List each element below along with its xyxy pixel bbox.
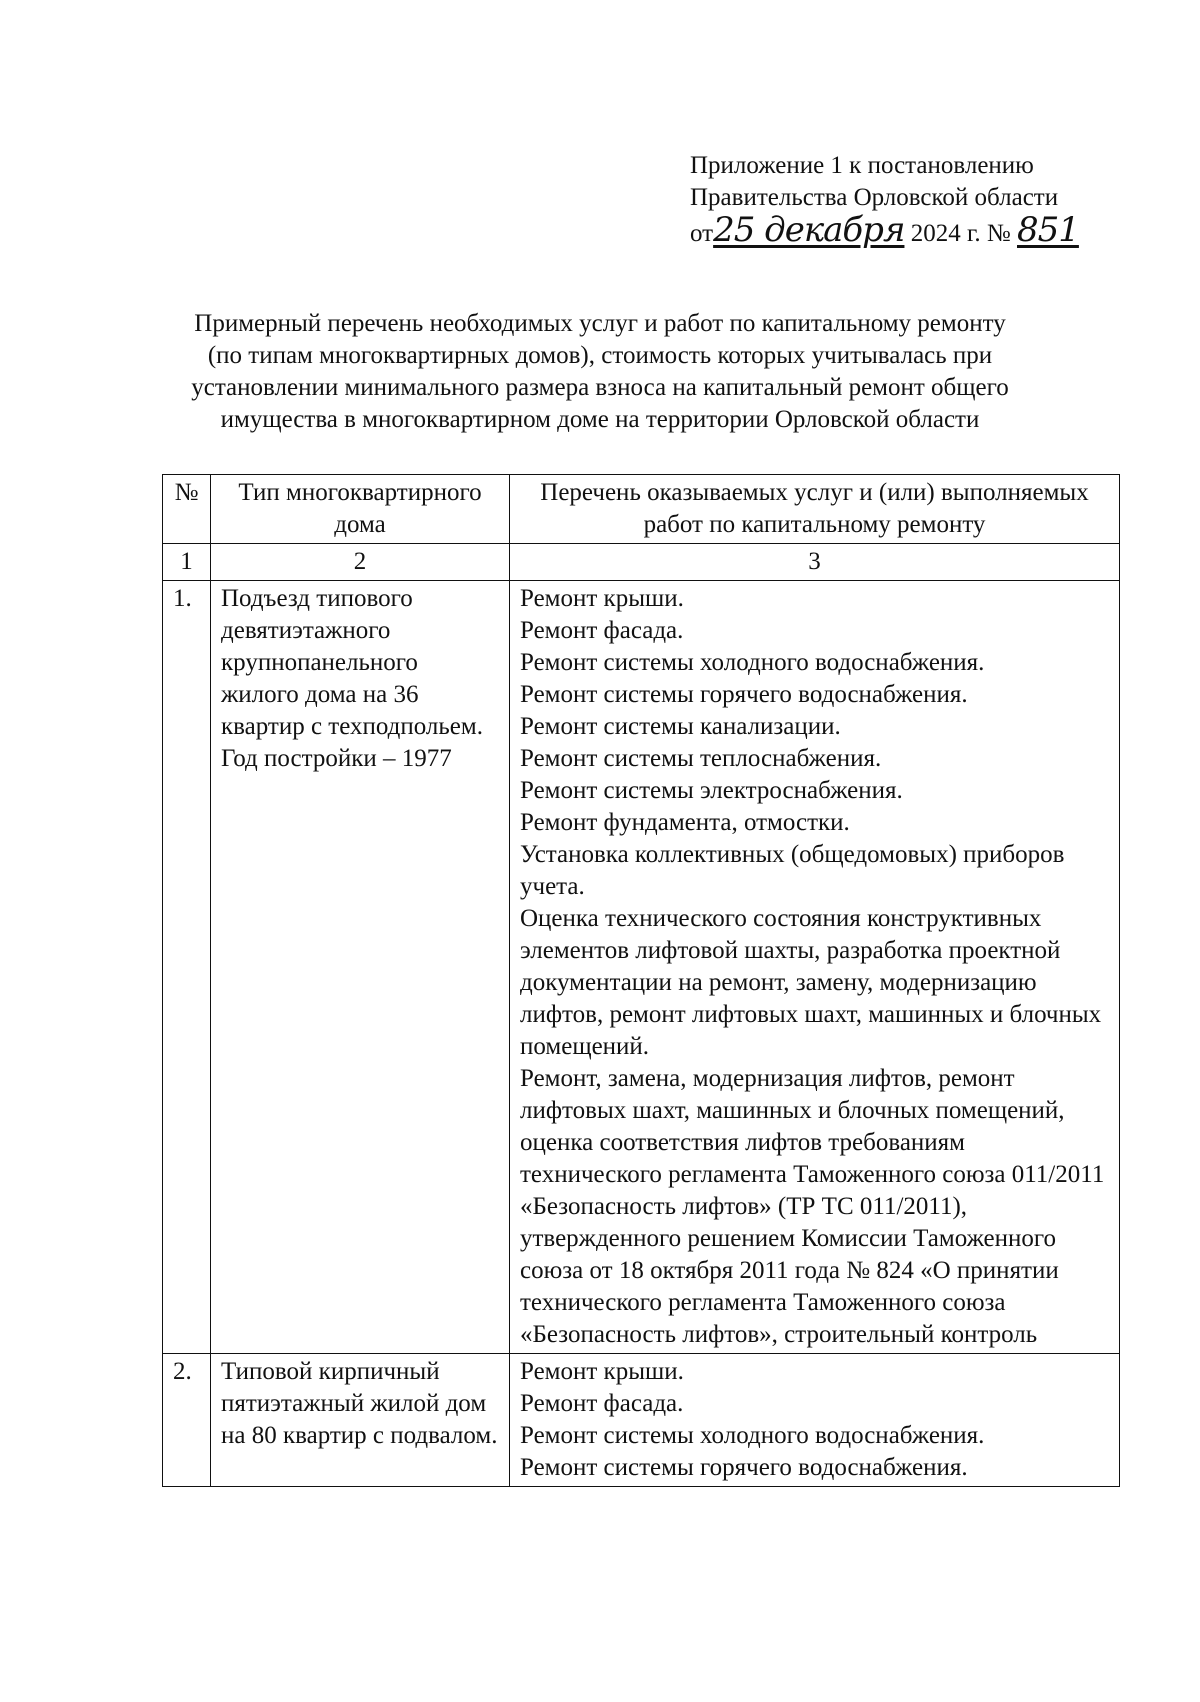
list-item: Установка коллективных (общедомовых) приборов учета. [520, 841, 1065, 900]
column-number-row [163, 544, 1120, 581]
column-number-1: 1 [163, 544, 211, 581]
list-item: Ремонт крыши. [520, 1358, 684, 1385]
works-cell [510, 581, 1120, 1354]
list-item: Ремонт, замена, модернизация лифтов, ремонт лифтовых шахт, машинных и блочных помещений, оценка соответствия лифтов требованиям технического регламента Таможенного союза 011/2011 «Безопасность лифтов» (ТР ТС 011/2011), утвержденного решением Комиссии Таможенного союза от 18 октября 2011 года № 824 «О принятии технического регламента Таможенного союза «Безопасность лифтов», строительный контроль [520, 1065, 1105, 1348]
handwritten-date: 25 декабря [713, 210, 905, 250]
list-item: Ремонт системы канализации. [520, 713, 841, 740]
year-and-number-label: 2024 г. № [910, 220, 1011, 247]
house-type-cell [211, 1354, 510, 1487]
list-item: Ремонт крыши. [520, 585, 684, 612]
column-number-3: 3 [510, 544, 1120, 581]
attachment-line-1: Приложение 1 к постановлению [690, 152, 1034, 179]
construction-year: Год постройки – 1977 [221, 745, 452, 772]
title-line-1: Примерный перечень необходимых услуг и работ по капитальному ремонту [194, 310, 1006, 337]
attachment-date-line [690, 210, 1110, 250]
handwritten-number: 851 [1017, 210, 1079, 250]
attachment-line-2: Правительства Орловской области [690, 184, 1059, 211]
works-list [520, 1356, 1109, 1484]
table-header-row [163, 475, 1120, 544]
row-number: 1. [163, 581, 211, 1354]
column-number-2: 2 [211, 544, 510, 581]
works-list [520, 583, 1109, 1351]
row-number: 2. [163, 1354, 211, 1487]
title-line-2: (по типам многоквартирных домов), стоимость которых учитывалась при [207, 342, 993, 369]
header-house-type: Тип многоквартирного дома [211, 475, 510, 544]
attachment-header [690, 150, 1110, 250]
works-table [162, 474, 1120, 1487]
house-type-text: Типовой кирпичный пятиэтажный жилой дом на 80 квартир с подвалом. [221, 1358, 498, 1449]
document-title [150, 308, 1050, 436]
title-line-4: имущества в многоквартирном доме на территории Орловской области [220, 406, 980, 433]
house-type-text: Подъезд типового девятиэтажного крупнопанельного жилого дома на 36 квартир с техподпольем. [221, 585, 483, 740]
header-works-list: Перечень оказываемых услуг и (или) выполняемых работ по капитальному ремонту [510, 475, 1120, 544]
list-item: Оценка технического состояния конструктивных элементов лифтовой шахты, разработка проектной документации на ремонт, замену, модернизацию лифтов, ремонт лифтовых шахт, машинных и блочных помещений. [520, 905, 1102, 1060]
table-row [163, 581, 1120, 1354]
header-number: № [163, 475, 211, 544]
works-cell [510, 1354, 1120, 1487]
table-row [163, 1354, 1120, 1487]
list-item: Ремонт фасада. [520, 617, 684, 644]
list-item: Ремонт фасада. [520, 1390, 684, 1417]
title-line-3: установлении минимального размера взноса на капитальный ремонт общего [191, 374, 1009, 401]
list-item: Ремонт фундамента, отмостки. [520, 809, 850, 836]
list-item: Ремонт системы холодного водоснабжения. [520, 649, 985, 676]
house-type-cell [211, 581, 510, 1354]
list-item: Ремонт системы горячего водоснабжения. [520, 681, 968, 708]
list-item: Ремонт системы теплоснабжения. [520, 745, 882, 772]
list-item: Ремонт системы холодного водоснабжения. [520, 1422, 985, 1449]
date-prefix: от [690, 220, 714, 247]
list-item: Ремонт системы горячего водоснабжения. [520, 1454, 968, 1481]
list-item: Ремонт системы электроснабжения. [520, 777, 903, 804]
